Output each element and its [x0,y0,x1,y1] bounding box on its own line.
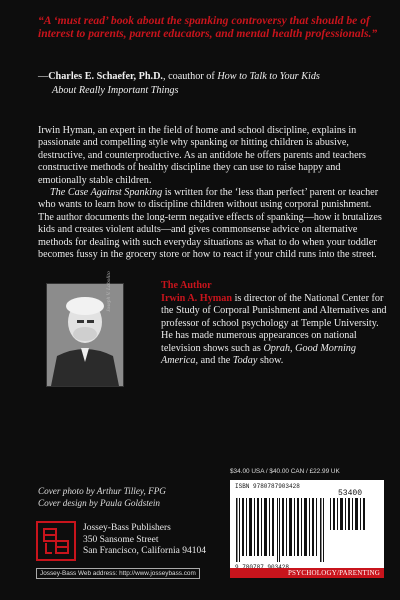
author-photo [46,283,124,387]
publisher-web-address: Jossey-Bass Web address: http://www.josseybass.com [36,568,200,579]
cover-design-credit: Cover design by Paula Goldstein [38,498,160,508]
jossey-bass-logo-icon [36,521,76,561]
attribution-book-title-1: How to Talk to Your Kids [217,71,320,82]
bio-separator-1: , [290,342,296,354]
category-label: PSYCHOLOGY/PARENTING [230,568,384,578]
author-bio-text-1: is director of the National Center for the Study of Corporal Punishment and Alternatives and professor of school psychology at Temple University. He has made numerous appearances on national television shows such as [161,293,387,354]
book-description [38,125,386,261]
attribution-dash: — [38,71,49,82]
author-name: Irwin A. Hyman [161,293,233,304]
quote-attribution [38,70,384,98]
description-paragraph-2 [38,187,386,261]
price-line: $34.00 USA / $40.00 CAN / £22.99 UK [230,468,340,475]
publisher-street: 350 Sansome Street [83,534,159,545]
price-barcode-icon [330,498,366,530]
photo-credit: Joseph V. Labolito [106,271,112,312]
author-heading: The Author [161,280,212,291]
show-today: Today [232,355,258,367]
publisher-name: Jossey-Bass Publishers [83,523,171,533]
book-title: The Case Against Spanking [50,187,163,199]
cover-photo-credit: Cover photo by Arthur Tilley, FPG [38,486,166,496]
author-bio [161,293,387,367]
bio-separator-2: , and the [195,355,233,367]
attribution-name: Charles E. Schaefer, Ph.D. [48,71,163,82]
description-paragraph-1: Irwin Hyman, an expert in the field of home and school discipline, explains in passionate and compelling style why spanking or hitting children is abusive, destructive, and counterproductive. As an antidote he offers parents and teachers constructive methods of healthy discipline they can use to raise happy and emotionally stable children. [38,125,366,186]
show-oprah: Oprah [263,342,291,354]
author-bio-text-2: show. [257,355,284,367]
publisher-address [83,523,206,558]
barcode-block [230,480,384,578]
isbn-label: ISBN 9780787903428 [235,483,300,490]
price-code: 53400 [338,489,363,498]
attribution-role: , coauthor of [162,71,218,82]
show-good-morning-america: Good Morning America [161,342,356,367]
description-paragraph-2-text: is written for the ‘less than perfect’ parent or teacher who wants to learn how to discipline children without using corporal punishment. The author documents the long-term negative effects of spanking—how it brutalizes kids and creates violent adults—and gives commonsense advice on alternative methods for dealing with such everyday situations as what to do when your toddler becomes fussy in the grocery store or how to react if your child runs into the street. [38,187,382,261]
cover-credits [38,485,166,509]
publisher-city: San Francisco, California 94104 [83,546,206,557]
ean-barcode-icon [236,498,324,562]
endorsement-quote [38,14,384,40]
attribution-book-title-2: About Really Important Things [52,85,179,96]
quote-text: “A ‘must read’ book about the spanking controversy that should be of interest to parents, parent educators, and mental health professionals.” [38,14,378,41]
